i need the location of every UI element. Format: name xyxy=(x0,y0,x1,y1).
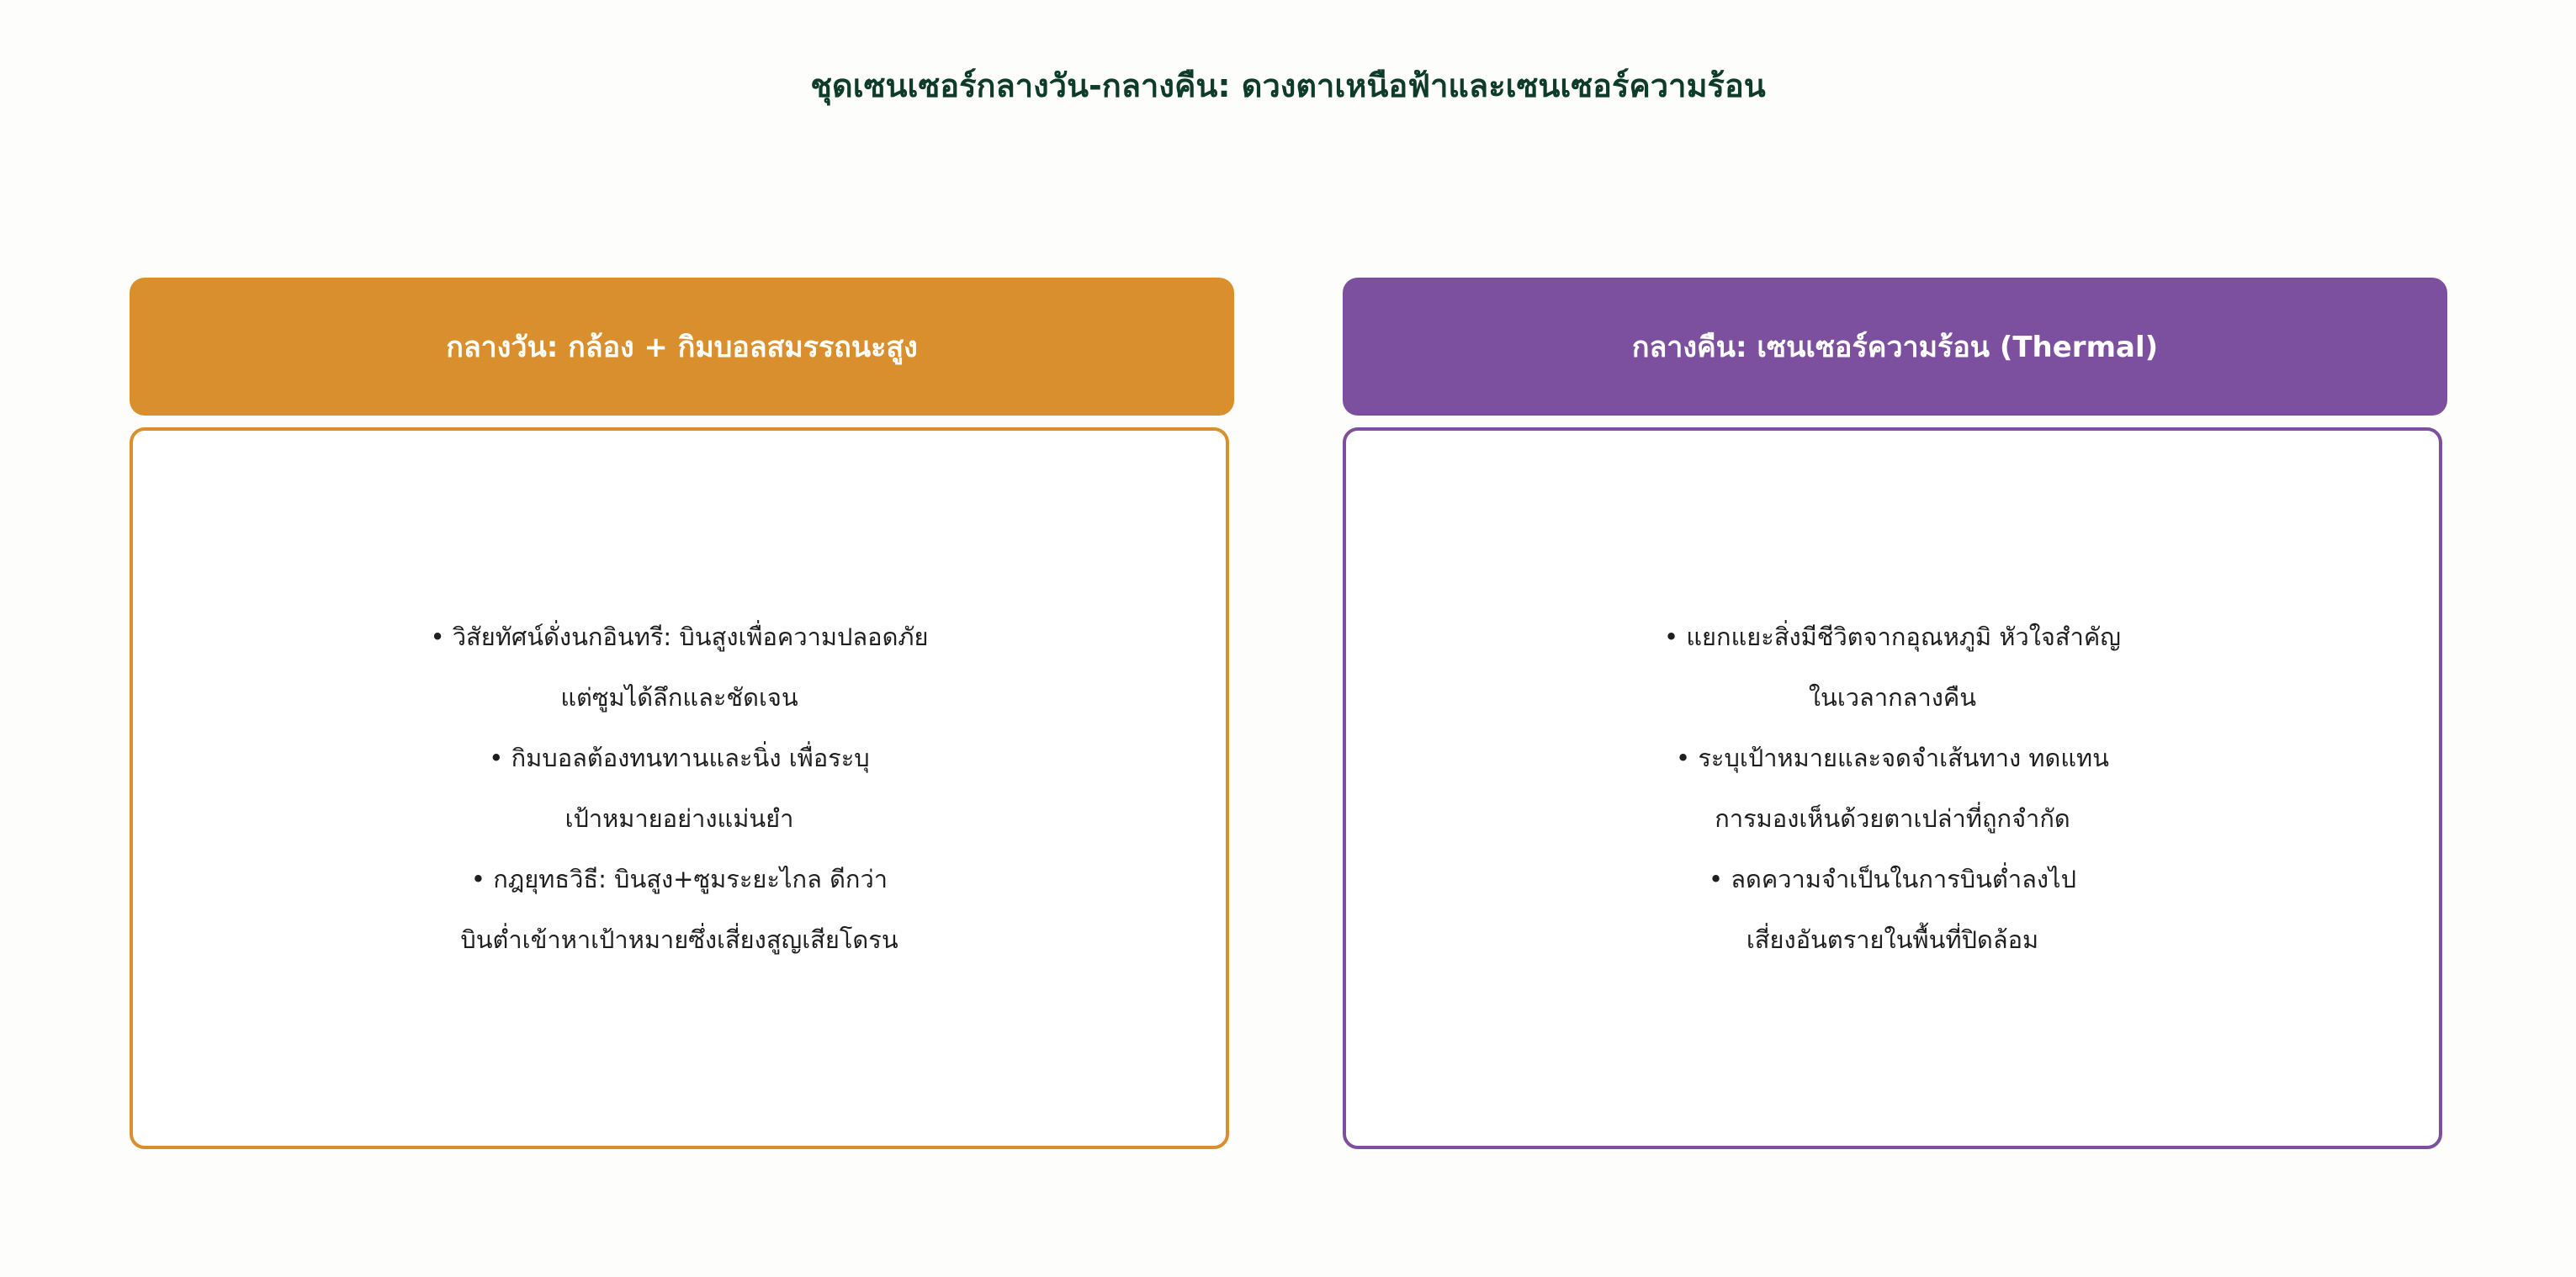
day-panel-header xyxy=(130,278,1234,416)
night-panel-line: • ลดความจำเป็นในการบินต่ำลงไป xyxy=(1708,865,2077,893)
night-panel-line: • ระบุเป้าหมายและจดจำเส้นทาง ทดแทน xyxy=(1676,744,2109,772)
day-panel-line: แต่ซูมได้ลึกและชัดเจน xyxy=(560,683,798,712)
day-panel-line: • กฎยุทธวิธี: บินสูง+ซูมระยะไกล ดีกว่า xyxy=(470,865,888,893)
day-panel-line: • วิสัยทัศน์ดั่งนกอินทรี: บินสูงเพื่อความปลอดภัย xyxy=(430,623,929,651)
night-panel-header xyxy=(1343,278,2447,416)
night-panel-line: ในเวลากลางคืน xyxy=(1808,683,1977,712)
day-panel-line: เป้าหมายอย่างแม่นยำ xyxy=(564,804,794,833)
day-panel-body xyxy=(130,427,1229,1149)
page-title: ชุดเซนเซอร์กลางวัน-กลางคืน: ดวงตาเหนือฟ้าและเซนเซอร์ความร้อน xyxy=(810,67,1766,104)
night-panel-line: • แยกแยะสิ่งมีชีวิตจากอุณหภูมิ หัวใจสำคัญ xyxy=(1664,623,2121,651)
night-panel-body xyxy=(1343,427,2442,1149)
day-panel-header-label: กลางวัน: กล้อง + กิมบอลสมรรถนะสูง xyxy=(446,331,918,364)
day-panel-line: บินต่ำเข้าหาเป้าหมายซึ่งเสี่ยงสูญเสียโดรน xyxy=(460,925,898,954)
night-panel-header-label: กลางคืน: เซนเซอร์ความร้อน (Thermal) xyxy=(1631,331,2159,364)
night-panel-line: การมองเห็นด้วยตาเปล่าที่ถูกจำกัด xyxy=(1715,804,2070,833)
day-panel-line: • กิมบอลต้องทนทานและนิ่ง เพื่อระบุ xyxy=(489,744,870,772)
night-panel-line: เสี่ยงอันตรายในพื้นที่ปิดล้อม xyxy=(1746,925,2039,954)
